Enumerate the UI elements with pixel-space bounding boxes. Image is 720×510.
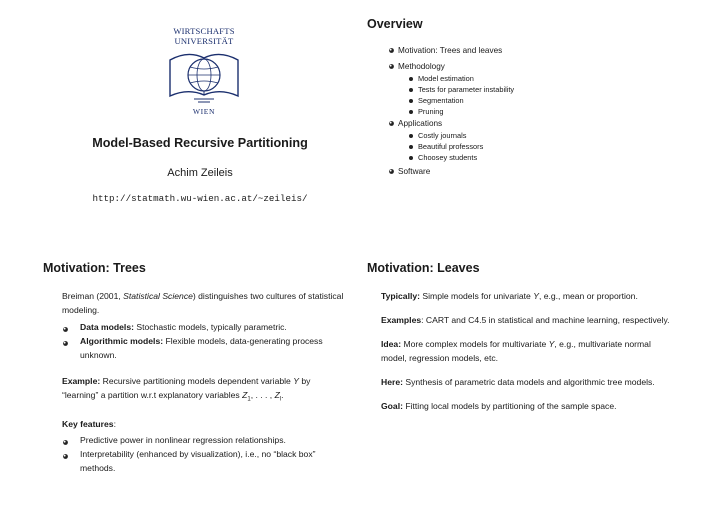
bullet-icon	[62, 450, 69, 464]
trees-paragraph-breiman: Breiman (2001, Statistical Science) distinguishes two cultures of statistical modeling.	[62, 291, 344, 315]
leaves-paragraph-goal: Goal: Fitting local models by partitioning of the sample space.	[381, 401, 617, 411]
trees-paragraph-example: Example: Recursive partitioning models dependent variable Y by “learning” a partition w.r.t explanatory variables $Z_1$, . . . , $Z_l$.	[62, 376, 311, 403]
university-logo	[145, 26, 263, 116]
bullet-icon	[408, 107, 418, 116]
overview-subitem: Segmentation	[408, 96, 464, 105]
overview-item: Applications	[388, 119, 442, 128]
overview-subitem: Tests for parameter instability	[408, 85, 514, 94]
leaves-paragraph-typically: Typically: Simple models for univariate Y, e.g., mean or proportion.	[381, 291, 638, 301]
trees-body	[62, 289, 344, 475]
leaves-heading: Motivation: Leaves	[367, 261, 480, 275]
title-slide-author: Achim Zeileis	[167, 167, 233, 179]
list-item: Interpretability (enhanced by visualization), i.e., no “black box” methods.	[62, 447, 344, 475]
trees-key-features-label: Key features:	[62, 418, 116, 429]
bullet-icon	[408, 85, 418, 94]
logo-line-1: WIRTSCHAFTS	[173, 26, 235, 36]
overview-subitem: Beautiful professors	[408, 142, 483, 151]
overview-subitem: Choosey students	[408, 153, 477, 162]
bullet-icon	[388, 46, 398, 55]
list-item: Data models: Stochastic models, typically parametric.	[62, 320, 344, 334]
title-slide-url: http://statmath.wu-wien.ac.at/~zeileis/	[92, 193, 308, 204]
bullet-icon	[388, 62, 398, 71]
leaves-body	[381, 289, 671, 413]
overview-subitem: Costly journals	[408, 131, 466, 140]
trees-key-features-list	[62, 433, 344, 475]
overview-item: Software	[388, 167, 430, 176]
list-item: Algorithmic models: Flexible models, data-generating process unknown.	[62, 334, 344, 362]
overview-item: Methodology	[388, 62, 445, 71]
bullet-icon	[388, 167, 398, 176]
list-item: Predictive power in nonlinear regression relationships.	[62, 433, 344, 447]
overview-subitem: Pruning	[408, 107, 443, 116]
logo-line-3: WIEN	[192, 107, 216, 116]
logo-line-2: UNIVERSITÄT	[174, 36, 234, 46]
trees-model-list	[62, 320, 344, 362]
overview-subitem: Model estimation	[408, 74, 474, 83]
trees-heading: Motivation: Trees	[43, 261, 146, 275]
overview-item: Motivation: Trees and leaves	[388, 46, 502, 55]
bullet-icon	[388, 119, 398, 128]
leaves-paragraph-here: Here: Synthesis of parametric data models and algorithmic tree models.	[381, 377, 655, 387]
overview-heading: Overview	[367, 17, 423, 31]
bullet-icon	[408, 96, 418, 105]
leaves-paragraph-examples: Examples: CART and C4.5 in statistical and machine learning, respectively.	[381, 315, 670, 325]
bullet-icon	[408, 74, 418, 83]
bullet-icon	[408, 153, 418, 162]
globe-book-icon	[164, 48, 244, 106]
bullet-icon	[408, 131, 418, 140]
bullet-icon	[408, 142, 418, 151]
bullet-icon	[62, 337, 69, 351]
leaves-paragraph-idea: Idea: More complex models for multivariate Y, e.g., multivariate normal model, regression models, etc.	[381, 339, 651, 363]
title-slide-title: Model-Based Recursive Partitioning	[92, 136, 308, 150]
